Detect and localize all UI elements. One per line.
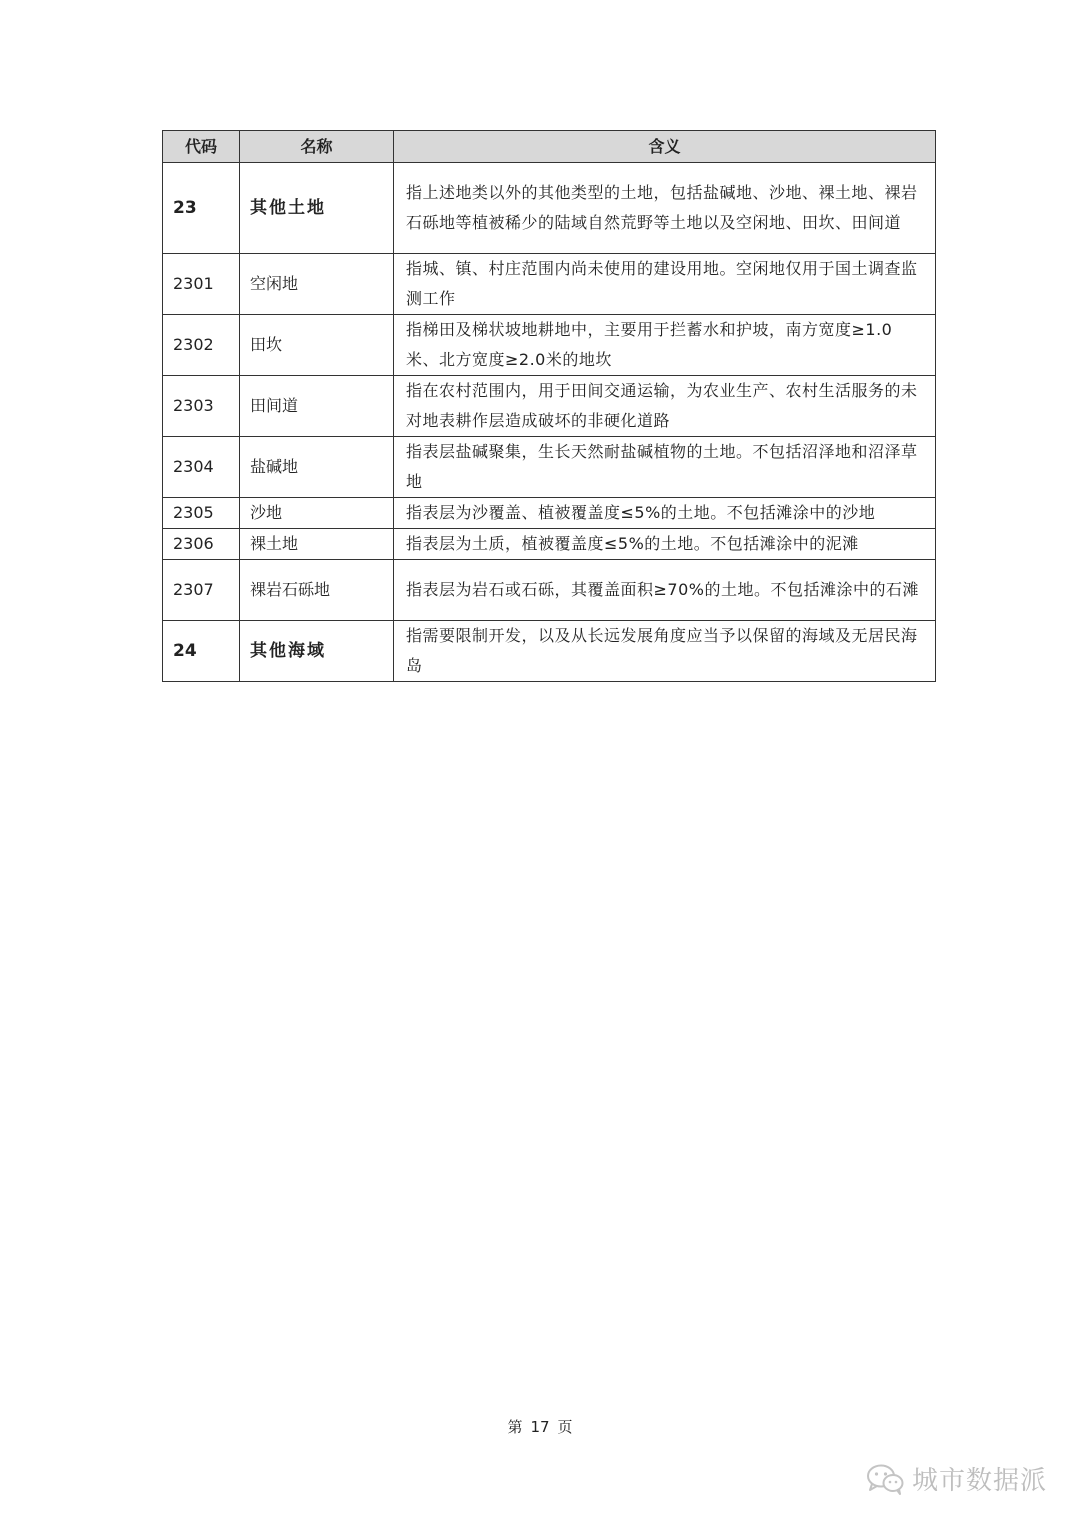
- table-header-row: [163, 131, 936, 163]
- table-row: [163, 529, 936, 560]
- table-row: [163, 163, 936, 254]
- wechat-icon: [866, 1463, 904, 1495]
- header-code: 代码: [163, 131, 240, 163]
- table-row: [163, 315, 936, 376]
- row-meaning: 指表层为土质，植被覆盖度≤5%的土地。不包括滩涂中的泥滩: [394, 529, 936, 560]
- row-code: 2302: [163, 315, 240, 376]
- row-code: 2303: [163, 376, 240, 437]
- row-code: 2301: [163, 254, 240, 315]
- table-row: [163, 376, 936, 437]
- row-code: 2307: [163, 560, 240, 621]
- row-meaning: 指表层盐碱聚集，生长天然耐盐碱植物的土地。不包括沼泽地和沼泽草地: [394, 437, 936, 498]
- row-name: 裸土地: [240, 529, 394, 560]
- row-name: 盐碱地: [240, 437, 394, 498]
- row-code: 2304: [163, 437, 240, 498]
- row-meaning: 指表层为岩石或石砾，其覆盖面积≥70%的土地。不包括滩涂中的石滩: [394, 560, 936, 621]
- row-code: 23: [163, 163, 240, 254]
- row-name: 裸岩石砾地: [240, 560, 394, 621]
- row-meaning: 指城、镇、村庄范围内尚未使用的建设用地。空闲地仅用于国土调查监测工作: [394, 254, 936, 315]
- row-name: 其他土地: [240, 163, 394, 254]
- table-row: [163, 621, 936, 682]
- page-number-value: 17: [530, 1418, 550, 1436]
- watermark-text: 城市数据派: [912, 1466, 1048, 1496]
- header-meaning: 含义: [394, 131, 936, 163]
- table-row: [163, 254, 936, 315]
- table-row: [163, 437, 936, 498]
- row-meaning: 指上述地类以外的其他类型的土地，包括盐碱地、沙地、裸土地、裸岩石砾地等植被稀少的陆域自然荒野等土地以及空闲地、田坎、田间道: [394, 163, 936, 254]
- row-name: 空闲地: [240, 254, 394, 315]
- page-suffix: 页: [557, 1418, 573, 1436]
- row-code: 2306: [163, 529, 240, 560]
- row-meaning: 指在农村范围内，用于田间交通运输，为农业生产、农村生活服务的未对地表耕作层造成破坏的非硬化道路: [394, 376, 936, 437]
- page-number: [0, 1416, 1080, 1437]
- watermark: [866, 1460, 1047, 1497]
- row-code: 24: [163, 621, 240, 682]
- header-name: 名称: [240, 131, 394, 163]
- table-row: [163, 498, 936, 529]
- row-meaning: 指梯田及梯状坡地耕地中，主要用于拦蓄水和护坡，南方宽度≥1.0米、北方宽度≥2.0米的地坎: [394, 315, 936, 376]
- land-classification-table: [162, 130, 936, 682]
- page-prefix: 第: [507, 1418, 523, 1436]
- row-name: 田间道: [240, 376, 394, 437]
- row-name: 其他海域: [240, 621, 394, 682]
- row-name: 沙地: [240, 498, 394, 529]
- row-code: 2305: [163, 498, 240, 529]
- row-meaning: 指需要限制开发，以及从长远发展角度应当予以保留的海域及无居民海岛: [394, 621, 936, 682]
- row-name: 田坎: [240, 315, 394, 376]
- row-meaning: 指表层为沙覆盖、植被覆盖度≤5%的土地。不包括滩涂中的沙地: [394, 498, 936, 529]
- table-row: [163, 560, 936, 621]
